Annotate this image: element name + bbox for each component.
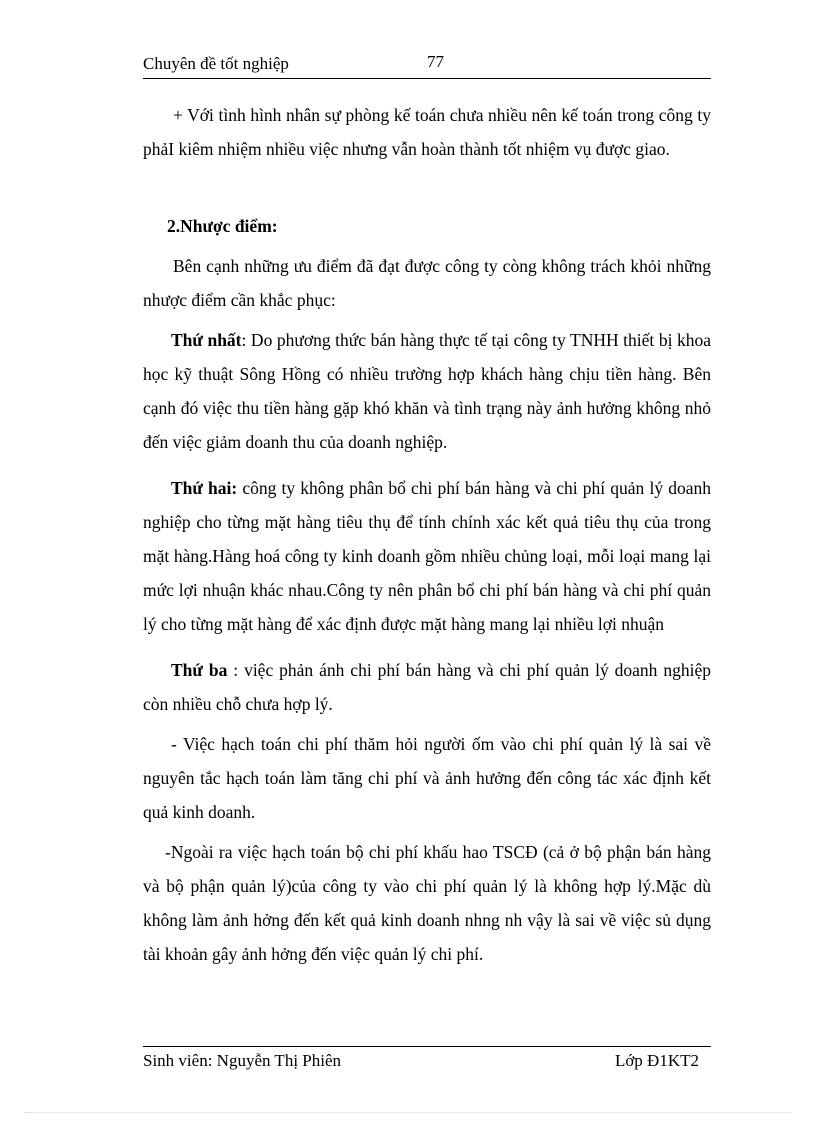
section-heading: 2.Nhược điểm: <box>167 216 278 236</box>
paragraph-second-point <box>143 471 711 641</box>
page-bottom-divider <box>24 1112 792 1113</box>
paragraph-staffing: + Với tình hình nhân sự phòng kế toán chưa nhiều nên kế toán trong công ty phảI kiêm nhiệm nhiều việc nhưng vẫn hoàn thành tốt nhiệm vụ được giao. <box>143 105 711 159</box>
first-point-label: Thứ nhất <box>171 330 242 350</box>
page-number: 77 <box>427 52 444 71</box>
third-point-label: Thứ ba <box>171 660 228 680</box>
document-title: Chuyên đề tốt nghiệp <box>143 54 289 73</box>
third-point-text: : việc phản ánh chi phí bán hàng và chi phí quản lý doanh nghiệp còn nhiều chỗ chưa hợp lý. <box>143 660 711 714</box>
first-point-text: : Do phương thức bán hàng thực tế tại công ty TNHH thiết bị khoa học kỹ thuật Sông Hồng có nhiều trường hợp khách hàng chịu tiền hàng. Bên cạnh đó việc thu tiền hàng gặp khó khăn và tình trạng này ảnh hưởng không nhỏ đến việc giảm doanh thu của doanh nghiệp. <box>143 330 712 452</box>
paragraph-intro: Bên cạnh những ưu điểm đã đạt được công ty còng không trách khỏi những nhược điểm cần khắc phục: <box>143 256 711 310</box>
second-point-label: Thứ hai: <box>171 478 238 498</box>
document-body <box>143 98 711 971</box>
paragraph-first-point <box>143 323 711 459</box>
paragraph-depreciation: -Ngoài ra việc hạch toán bộ chi phí khấu hao TSCĐ (cả ở bộ phận bán hàng và bộ phận quản lý)của công ty vào chi phí quản lý là không hợp lý.Mặc dù không làm ảnh hởng đến kết quả kinh doanh nhng nh vậy là sai về việc sủ dụng tài khoản gây ảnh hởng đến việc quản lý chi phí. <box>143 842 711 964</box>
second-point-text: công ty không phân bổ chi phí bán hàng và chi phí quản lý doanh nghiệp cho từng mặt hàng tiêu thụ để tính chính xác kết quả tiêu thụ của trong mặt hàng.Hàng hoá công ty kinh doanh gồm nhiều chủng loại, mỗi loại mang lại mức lợi nhuận khác nhau.Công ty nên phân bổ chi phí bán hàng và chi phí quản lý cho từng mặt hàng để xác định được mặt hàng mang lại nhiều lợi nhuận <box>143 478 711 634</box>
page-footer <box>143 1046 711 1070</box>
student-name: Sinh viên: Nguyễn Thị Phiên <box>143 1051 342 1070</box>
paragraph-visit-cost: - Việc hạch toán chi phí thăm hỏi người ốm vào chi phí quản lý là sai về nguyên tắc hạch toán làm tăng chi phí và ảnh hưởng đến công tác xác định kết quả kinh doanh. <box>143 734 711 822</box>
paragraph-third-point <box>143 653 711 721</box>
class-code: Lớp Đ1KT2 <box>614 1051 699 1070</box>
page-header <box>143 52 711 79</box>
